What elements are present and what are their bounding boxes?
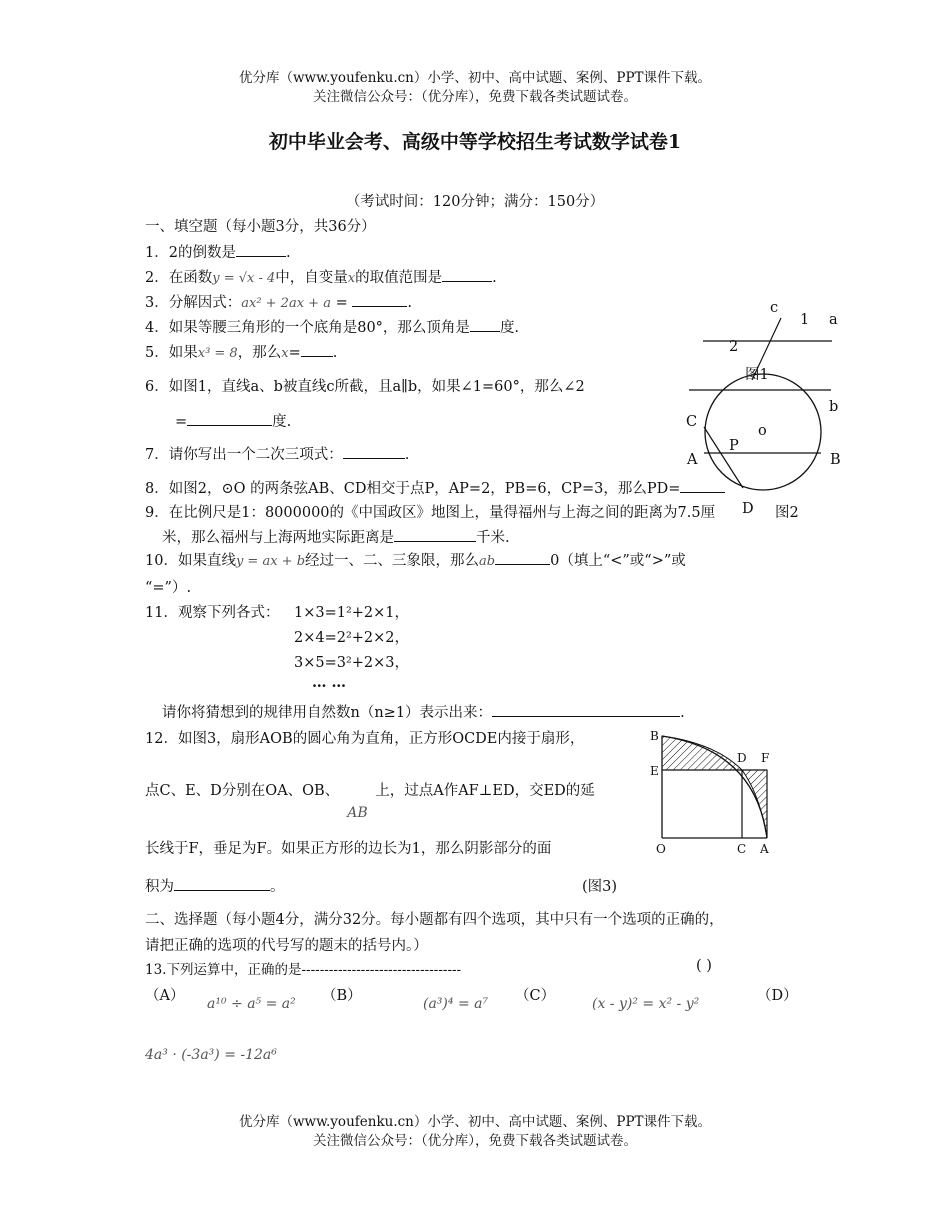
fig2-label-d: D	[742, 501, 754, 517]
fig2-label-c: C	[686, 414, 698, 430]
q10-formula: y = ax + b	[235, 554, 306, 569]
q2-end: .	[492, 270, 497, 286]
question-6-line1: 6．如图1，直线a、b被直线c所截，且a∥b，如果∠1=60°，那么∠2	[145, 379, 585, 395]
fig3-label-d: D	[737, 751, 747, 765]
fig2-caption: 图2	[775, 505, 799, 521]
q3-eq: =	[335, 295, 348, 311]
fig3-label-o: O	[656, 842, 666, 856]
q8-text: 8．如图2，⊙O 的两条弦AB、CD相交于点P，AP=2，PB=6，CP=3，那么PD=	[145, 481, 681, 497]
q13-option-b-label[interactable]: （B）	[322, 988, 362, 1004]
site-footer-line1: 优分库（www.youfenku.cn）小学、初中、高中试题、案例、PPT课件下载。	[238, 1114, 712, 1130]
fig1-label-b: b	[829, 399, 839, 415]
q10-post: 0（填上“<”或“>”或	[550, 553, 686, 569]
question-12-line2	[145, 779, 595, 821]
q2-formula: y = √x - 4	[212, 271, 276, 286]
q3-pre: 3．分解因式：	[145, 295, 242, 311]
fig2-label-a: A	[687, 452, 698, 468]
site-header-line2: 关注微信公众号：（优分库），免费下载各类试题试卷。	[313, 89, 637, 105]
q12-line2-post: 上，过点A作AF⊥ED，交ED的延	[375, 783, 595, 799]
q10-pre: 10．如果直线	[145, 553, 236, 569]
q11-dots: … …	[312, 674, 347, 691]
arc-label: AB	[347, 805, 368, 821]
q5-mid: ，那么	[237, 345, 282, 361]
fig2-chord-cd	[704, 427, 743, 488]
q4-text: 4．如果等腰三角形的一个底角是80°，那么顶角是	[145, 320, 470, 336]
q12-end: 。	[270, 879, 285, 895]
q4-end: 度.	[499, 320, 520, 336]
q2-var: x	[347, 271, 356, 286]
question-12-line3: 长线于F，垂足为F。如果正方形的边长为1，那么阴影部分的面	[145, 841, 552, 857]
q12-line4-text: 积为	[145, 879, 174, 895]
fig3-caption: (图3)	[582, 879, 618, 895]
q2-post: 的取值范围是	[355, 270, 443, 286]
fig2-label-p: P	[729, 438, 739, 454]
fig2-label-o: o	[758, 423, 767, 439]
q13-option-a-formula: a¹⁰ ÷ a⁵ = a²	[207, 996, 296, 1012]
q12-blank[interactable]	[174, 875, 270, 891]
q10-mid: 经过一、二、三象限，那么	[305, 553, 480, 569]
q5-end: .	[332, 345, 338, 361]
q11-blank[interactable]	[492, 701, 680, 717]
q13-option-b-formula: (a³)⁴ = a⁷	[423, 996, 489, 1012]
question-11-intro: 11．观察下列各式：	[145, 605, 280, 621]
section2-heading-line2: 请把正确的选项的代号写的题末的括号内。）	[145, 938, 428, 954]
fig1-label-c: c	[770, 300, 779, 316]
section2-heading-line1: 二、选择题（每小题4分，满分32分。每小题都有四个选项，其中只有一个选项的正确的，	[145, 912, 724, 928]
exam-info: （考试时间：120分钟；满分：150分）	[345, 194, 605, 210]
fig1-label-a: a	[829, 312, 838, 328]
q2-pre: 2．在函数	[145, 270, 213, 286]
question-9-line1: 9．在比例尺是1：8000000的《中国政区》地图上，量得福州与上海之间的距离为7.5厘	[145, 505, 716, 521]
fig3-label-f: F	[761, 751, 770, 765]
question-10-line2: “=”）.	[145, 580, 192, 596]
q11-eq-3: 3×5=3²+2×3，	[294, 655, 410, 671]
question-12-line1: 12．如图3，扇形AOB的圆心角为直角，正方形OCDE内接于扇形，	[145, 731, 585, 747]
q12-line2-pre: 点C、E、D分别在OA、OB、	[145, 783, 340, 799]
figure-1-2	[0, 0, 950, 560]
q1-end: .	[285, 245, 291, 261]
q3-formula: ax² + 2ax + a	[241, 296, 331, 311]
fig3-label-a: A	[760, 842, 769, 856]
q13-option-a-label[interactable]: （A）	[145, 988, 185, 1004]
q1-text: 1．2的倒数是	[145, 245, 236, 261]
question-12-line4	[145, 875, 285, 896]
q13-answer-paren[interactable]: ( )	[696, 958, 712, 974]
q11-end: .	[680, 705, 685, 721]
q5-post: =	[288, 345, 301, 361]
fig2-label-b: B	[830, 452, 841, 468]
q5-pre: 5．如果	[145, 345, 198, 361]
q11-ask-text: 请你将猜想到的规律用自然数n（n≥1）表示出来：	[162, 705, 493, 721]
q3-end: .	[407, 295, 412, 311]
q11-eq-1: 1×3=1²+2×1，	[294, 605, 410, 621]
question-13: 13.下列运算中，正确的是-----------------------------------	[145, 962, 462, 978]
site-header-line1: 优分库（www.youfenku.cn）小学、初中、高中试题、案例、PPT课件下载。	[238, 70, 712, 86]
q13-option-d-label[interactable]: （D）	[757, 988, 798, 1004]
fig1-caption: 图1	[745, 367, 769, 383]
question-11-ask	[162, 701, 685, 722]
fig3-label-b: B	[650, 729, 659, 743]
q7-end: .	[404, 447, 410, 463]
q5-formula: x³ = 8	[197, 346, 238, 361]
q13-option-d-formula: 4a³ · (-3a³) = -12a⁶	[145, 1047, 277, 1063]
q6-eq: =	[175, 414, 188, 430]
section1-heading: 一、填空题（每小题3分，共36分）	[145, 219, 376, 235]
q5-var: x	[281, 346, 289, 361]
q9-text: 米，那么福州与上海两地实际距离是	[162, 530, 394, 546]
q6-end: 度.	[272, 414, 292, 430]
q9-end: 千米.	[476, 530, 510, 546]
fig3-label-c: C	[737, 842, 747, 856]
q10-var: ab	[479, 554, 496, 569]
site-footer-line2: 关注微信公众号：（优分库），免费下载各类试题试卷。	[313, 1133, 637, 1149]
page-title: 初中毕业会考、高级中等学校招生考试数学试卷1	[268, 131, 682, 153]
fig3-label-e: E	[650, 764, 659, 778]
fig1-label-2: 2	[729, 339, 739, 355]
q13-option-c-label[interactable]: （C）	[515, 988, 556, 1004]
q13-option-c-formula: (x - y)² = x² - y²	[592, 996, 700, 1012]
q11-eq-2: 2×4=2²+2×2，	[294, 630, 410, 646]
q2-mid: 中，自变量	[275, 270, 348, 286]
fig1-label-1: 1	[800, 312, 810, 328]
q7-text: 7．请你写出一个二次三项式：	[145, 447, 343, 463]
